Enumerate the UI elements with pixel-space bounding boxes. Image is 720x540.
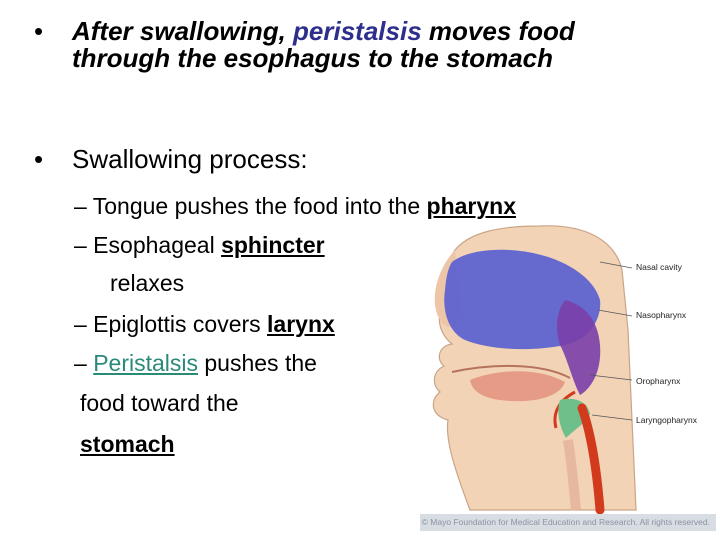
step-tongue [74, 193, 516, 220]
bullet-dot: • [34, 144, 44, 174]
step-text: pushes the [198, 350, 317, 376]
step-text: – Tongue pushes the food into the [74, 193, 427, 219]
step-text: – Esophageal [74, 232, 222, 258]
step-peristalsis [74, 350, 317, 377]
term-stomach [80, 431, 175, 458]
step-text: – Epiglottis covers [74, 311, 268, 337]
image-credit: © Mayo Foundation for Medical Education and Research. All rights reserved. [420, 514, 716, 531]
label-nasopharynx: Nasopharynx [636, 310, 687, 320]
term-peristalsis: peristalsis [293, 16, 422, 46]
step-sphincter-cont: relaxes [110, 270, 185, 296]
term-sphincter: sphincter [221, 232, 325, 258]
label-oropharynx: Oropharynx [636, 376, 681, 386]
link-peristalsis[interactable]: Peristalsis [93, 350, 198, 376]
bullet-dot: • [34, 16, 44, 46]
step-dash: – [74, 350, 94, 376]
bullet-text [72, 18, 632, 71]
step-sphincter [74, 232, 325, 259]
text-after: moves food through the esophagus to the stomach [72, 16, 575, 73]
label-laryngopharynx: Laryngopharynx [636, 415, 697, 425]
step-peristalsis-line2: food toward the [80, 390, 239, 416]
term-pharynx: pharynx [426, 193, 517, 219]
step-epiglottis [74, 311, 335, 338]
term-larynx: larynx [267, 311, 335, 337]
bullet-text: Swallowing process: [72, 144, 308, 174]
text-before: After swallowing, [72, 16, 294, 46]
term-stomach-text: stomach [80, 431, 175, 457]
label-nasal-cavity: Nasal cavity [636, 262, 682, 272]
